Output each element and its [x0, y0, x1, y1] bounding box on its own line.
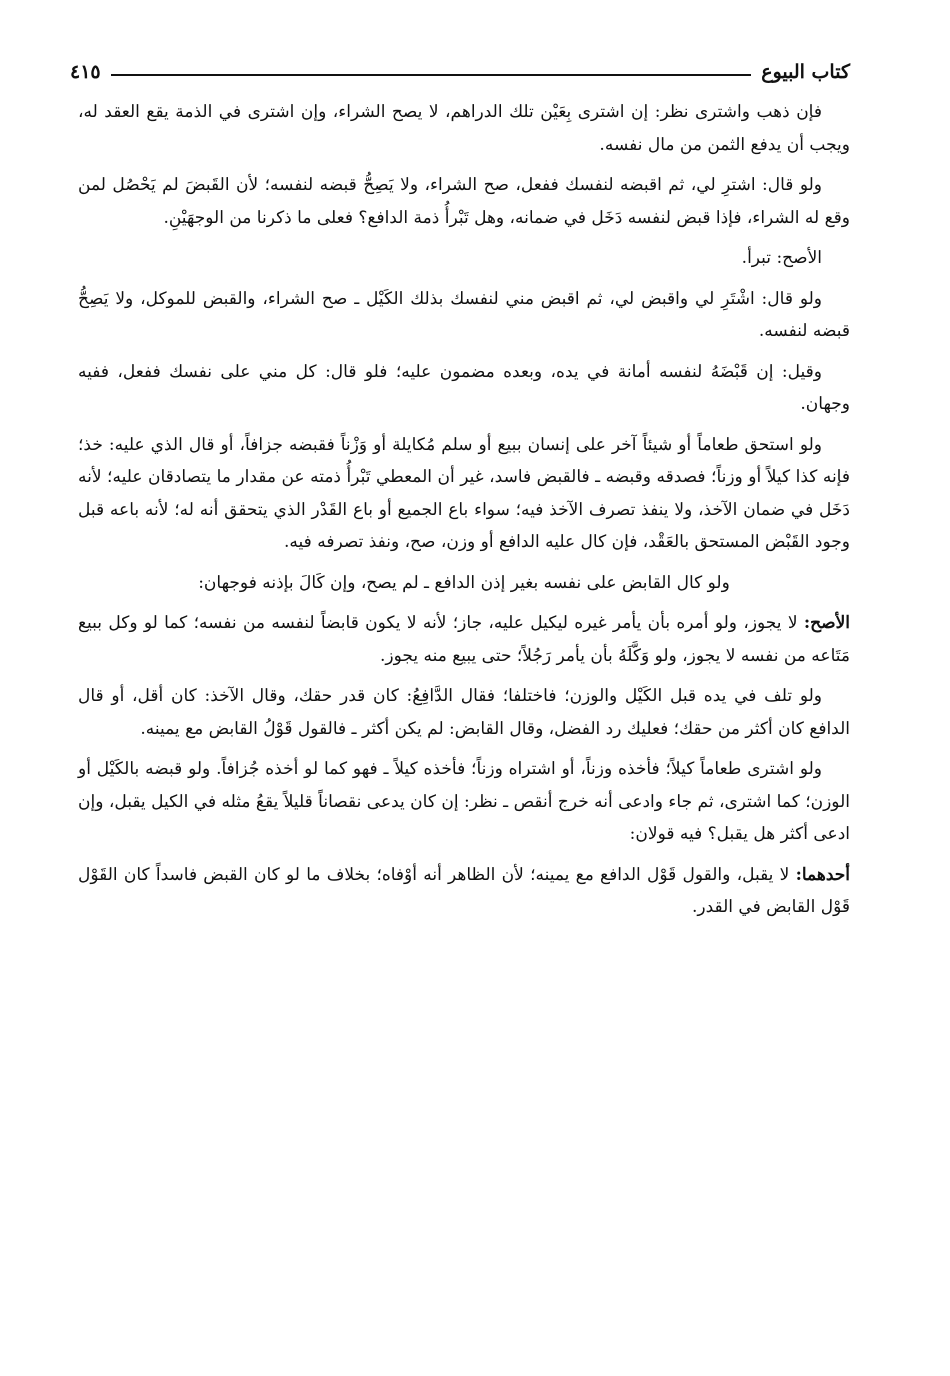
running-title: كتاب البيوع [761, 61, 850, 83]
paragraph-text: لا يجوز، ولو أمره بأن يأمر غيره ليكيل عليه، جاز؛ لأنه لا يكون قابضاً لنفسه من نفسه؛ كما لو وكل ببيع مَتَاعه من نفسه لا يجوز، ولو وَكَّلَهُ بأن يأمر رَجُلاً؛ حتى يبيع منه يجوز. [78, 613, 850, 666]
paragraph-text: ولو اشترى طعاماً كيلاً؛ فأخذه وزناً، أو اشتراه وزناً؛ فأخذه كيلاً ـ فهو كما لو أخذه جُزافاً. ولو قبضه بالكَيْل أو الوزن؛ كما اشترى، ثم جاء وادعى أنه خرج أنقص ـ نظر: إن كان يدعى نقصاناً قليلاً يقعُ مثله في الكيل يقبل، وإن ادعى أكثر هل يقبل؟ فيه قولان: [78, 759, 850, 844]
paragraph [78, 859, 850, 924]
paragraph [78, 96, 850, 161]
header-rule [111, 74, 752, 76]
paragraph-lead: أحدهما: [795, 864, 850, 885]
paragraph [78, 356, 850, 421]
page-header [70, 52, 850, 92]
paragraph-text: وقيل: إن قَبْضَهُ لنفسه أمانة في يده، وبعده مضمون عليه؛ فلو قال: كل مني على نفسك ففعل، ففيه وجهان. [78, 361, 850, 414]
paragraph-text: ولو تلف في يده قبل الكَيْل والوزن؛ فاختلفا؛ فقال الدَّافِعُ: كان قدر حقك، وقال الآخذ: كان أقل، أو قال الدافع كان أكثر من حقك؛ فعليك رد الفضل، وقال القابض: لم يكن أكثر ـ فالقول قَوْلُ القابض مع يمينه. [78, 686, 850, 739]
paragraph [78, 283, 850, 348]
page-body [78, 96, 850, 932]
paragraph [78, 169, 850, 234]
paragraph-text: لا يقبل، والقول قَوْل الدافع مع يمينه؛ لأن الظاهر أنه أوْفاه؛ بخلاف ما لو كان القبض فاسداً كان القَوْل قَوْل القابض في القدر. [78, 864, 850, 917]
page-number: ٤١٥ [70, 61, 101, 83]
paragraph [78, 567, 850, 600]
paragraph [78, 242, 850, 275]
paragraph-text: فإن ذهب واشترى نظر: إن اشترى بِعَيْن تلك الدراهم، لا يصح الشراء، وإن اشترى في الذمة يقع العقد له، ويجب أن يدفع الثمن من مال نفسه. [78, 102, 850, 155]
paragraph [78, 429, 850, 559]
paragraph-text: ولو كال القابض على نفسه بغير إذن الدافع ـ لم يصح، وإن كَالَ بإذنه فوجهان: [198, 572, 730, 593]
paragraph-text: الأصح: تبرأ. [741, 248, 822, 268]
paragraph-lead: الأصح: [803, 613, 850, 633]
paragraph-text: ولو قال: اشْتَرِ لي واقبض لي، ثم اقبض مني لنفسك بذلك الكَيْل ـ صح الشراء، والقبض للموكل، ولا يَصِحُّ قبضه لنفسه. [78, 288, 850, 341]
paragraph-text: ولو قال: اشترِ لي، ثم اقبضه لنفسك ففعل، صح الشراء، ولا يَصِحُّ قبضه لنفسه؛ لأن القَبضَ لم يَحْصُل لمن وقع له الشراء، فإذا قبض لنفسه دَخَل في ضمانه، وهل تَبْرأُ ذمة الدافع؟ فعلى ما ذكرنا من الوجهَيْنِ. [78, 175, 850, 228]
paragraph [78, 680, 850, 745]
paragraph [78, 753, 850, 851]
paragraph-text: ولو استحق طعاماً أو شيئاً آخر على إنسان ببيع أو سلم مُكايلة أو وَزْناً فقبضه جزافاً، أو قال الذي عليه: خذ؛ فإنه كذا كيلاً أو وزناً؛ فصدقه وقبضه ـ فالقبض فاسد، غير أن المعطي تَبْرأُ ذمته عن مقدار ما يتصادقان عليه؛ لأنه دَخَل في ضمان الآخذ، ولا ينفذ تصرف الآخذ فيه؛ سواء باع الجميع أو باع القَدْر الذي يتحقق أنه له؛ لأنه باعه قبل وجود القَبْض المستحق بالعَقْد، فإن كال عليه الدافع أو وزن، صح، ونفذ تصرفه فيه. [78, 434, 850, 552]
paragraph [78, 607, 850, 672]
